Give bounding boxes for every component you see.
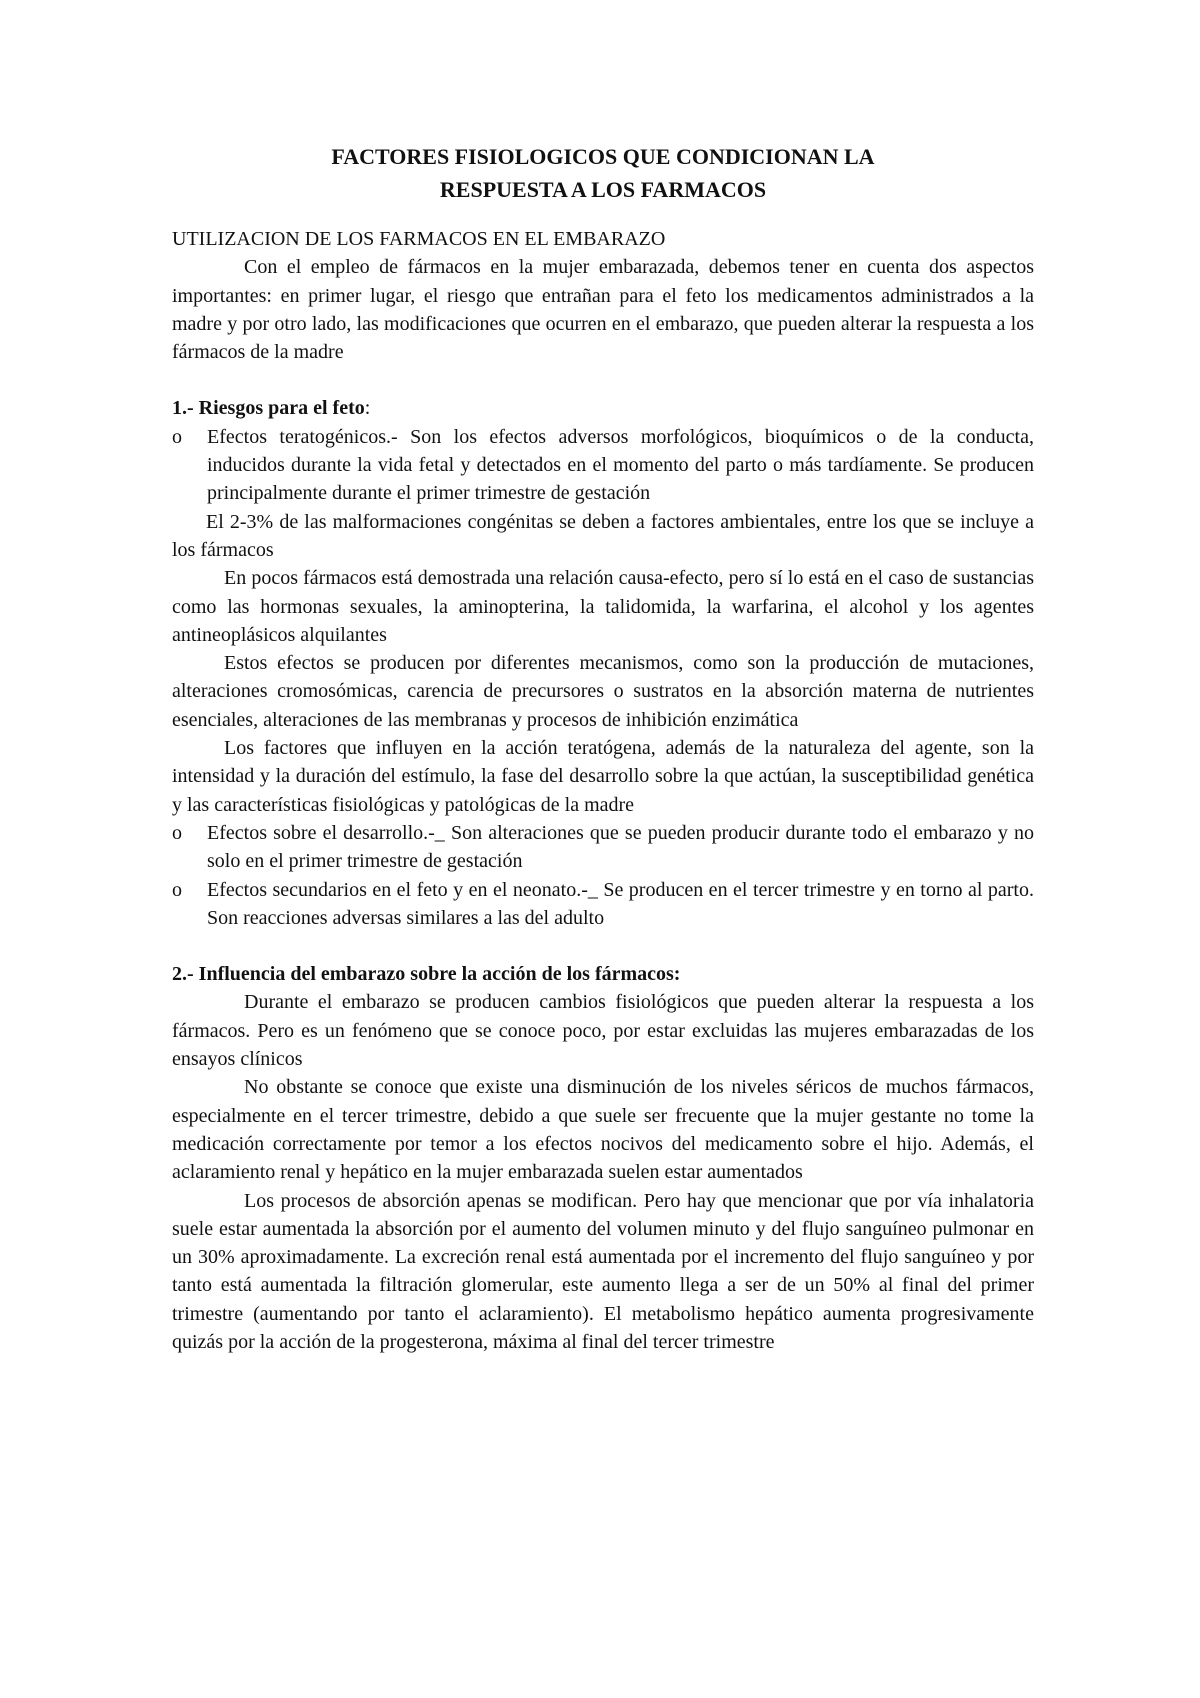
part1-heading-tail: : (364, 397, 371, 420)
bullet-text: Efectos secundarios en el feto y en el neonato.-_ Se producen en el tercer trimestre y en torno al parto. Son reacciones adversas similares a las del adulto (207, 878, 1034, 929)
spacer (172, 932, 1034, 960)
title-line-2: RESPUESTA A LOS FARMACOS (439, 177, 767, 202)
bullet-side-effects (172, 876, 1034, 933)
spacer (172, 366, 1034, 394)
bullet-text: Efectos sobre el desarrollo.-_ Son alteraciones que se pueden producir durante todo el embarazo y no solo en el primer trimestre de gestación (207, 821, 1034, 873)
bullet-marker: o (172, 878, 182, 901)
section-heading: UTILIZACION DE LOS FARMACOS EN EL EMBARAZO (172, 228, 666, 250)
part1-heading (172, 394, 1034, 422)
bullet-development (172, 819, 1034, 876)
part2-heading-bold: 2.- Influencia del embarazo sobre la acción de los fármacos: (172, 963, 681, 986)
bullet-text: Efectos teratogénicos.- Son los efectos adversos morfológicos, bioquímicos o de la conducta, inducidos durante la vida fetal y detectados en el momento del parto o más tardíamente. Se producen principalmente durante el primer trimestre de gestación (207, 425, 1034, 505)
part1-paragraph-1: El 2-3% de las malformaciones congénitas se deben a factores ambientales, entre los que se incluye a los fármacos (172, 510, 1034, 561)
document-title (172, 140, 1034, 206)
part1-paragraph-4: Los factores que influyen en la acción teratógena, además de la naturaleza del agente, son la intensidad y la duración del estímulo, la fase del desarrollo sobre la que actúan, la susceptibilidad genética y las características fisiológicas y patológicas de la madre (172, 737, 1034, 816)
bullet-teratogenic (172, 423, 1034, 508)
bullet-marker: o (172, 821, 182, 844)
intro-paragraph: Con el empleo de fármacos en la mujer embarazada, debemos tener en cuenta dos aspectos importantes: en primer lugar, el riesgo que entrañan para el feto los medicamentos administrados a la madre y por otro lado, las modificaciones que ocurren en el embarazo, que pueden alterar la respuesta a los fármacos de la madre (172, 256, 1034, 364)
title-line-1: FACTORES FISIOLOGICOS QUE CONDICIONAN LA (331, 144, 875, 169)
part1-heading-bold: 1.- Riesgos para el feto (172, 397, 365, 420)
part1-paragraph-2: En pocos fármacos está demostrada una relación causa-efecto, pero sí lo está en el caso de sustancias como las hormonas sexuales, la aminopterina, la talidomida, la warfarina, el alcohol y los agentes antineoplásicos alquilantes (172, 567, 1034, 646)
document-page (172, 140, 1034, 1356)
bullet-marker: o (172, 425, 182, 448)
part1-paragraph-3: Estos efectos se producen por diferentes mecanismos, como son la producción de mutaciones, alteraciones cromosómicas, carencia de precursores o sustratos en la absorción materna de nutrientes esenciales, alteraciones de las membranas y procesos de inhibición enzimática (172, 652, 1034, 731)
part1-bullet-list-a (172, 423, 1034, 508)
part2-paragraph-1: Durante el embarazo se producen cambios fisiológicos que pueden alterar la respuesta a los fármacos. Pero es un fenómeno que se conoce poco, por estar excluidas las mujeres embarazadas de los ensayos clínicos (172, 991, 1034, 1071)
part2-paragraph-2: No obstante se conoce que existe una disminución de los niveles séricos de muchos fármacos, especialmente en el tercer trimestre, debido a que suele ser frecuente que la mujer gestante no tome la medicación correctamente por temor a los efectos nocivos del medicamento sobre el hijo. Además, el aclaramiento renal y hepático en la mujer embarazada suelen estar aumentados (172, 1076, 1034, 1184)
part2-paragraph-3: Los procesos de absorción apenas se modifican. Pero hay que mencionar que por vía inhalatoria suele estar aumentada la absorción por el aumento del volumen minuto y del flujo sanguíneo pulmonar en un 30% aproximadamente. La excreción renal está aumentada por el incremento del flujo sanguíneo y por tanto está aumentada la filtración glomerular, este aumento llega a ser de un 50% al final del primer trimestre (aumentando por tanto el aclaramiento). El metabolismo hepático aumenta progresivamente quizás por la acción de la progesterona, máxima al final del tercer trimestre (172, 1189, 1034, 1353)
part2-heading (172, 960, 1034, 988)
part1-bullet-list-b (172, 819, 1034, 932)
